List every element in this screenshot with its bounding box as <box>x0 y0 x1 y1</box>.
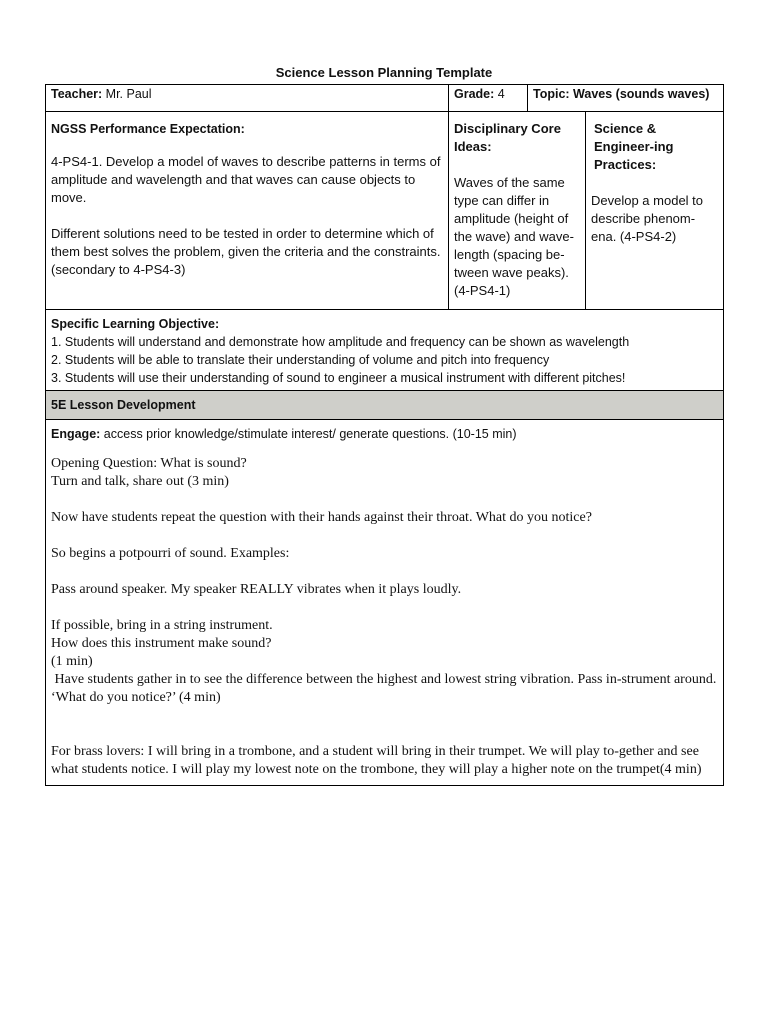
grade-cell <box>449 85 528 112</box>
core-ideas-heading: Disciplinary Core Ideas: <box>454 121 561 154</box>
instrument-question: How does this instrument make sound? <box>51 636 272 651</box>
engage-body <box>51 455 718 779</box>
ngss-cell <box>46 112 449 310</box>
document-title: Science Lesson Planning Template <box>275 65 493 80</box>
ngss-heading: NGSS Performance Expectation: <box>51 122 245 136</box>
turn-and-talk: Turn and talk, share out (3 min) <box>51 474 229 489</box>
potpourri-intro: So begins a potpourri of sound. Examples: <box>51 546 290 561</box>
grade-label: Grade: <box>454 87 495 101</box>
string-instrument-line: If possible, bring in a string instrument. <box>51 618 273 633</box>
objectives-heading: Specific Learning Objective: <box>51 317 220 331</box>
time-note: (1 min) <box>51 654 93 669</box>
throat-question: Now have students repeat the question with their hands against their throat. What do you notice? <box>51 510 592 525</box>
engage-cell <box>46 420 724 786</box>
core-ideas-text: Waves of the same type can differ in amplitude (height of the wave) and wave-length (spacing be-tween wave peaks). (4-PS4-1) <box>454 175 574 298</box>
lesson-dev-row <box>46 391 724 420</box>
lesson-plan-table <box>45 84 724 786</box>
grade-value: 4 <box>497 87 505 101</box>
objective-item: 1. Students will understand and demonstrate how amplitude and frequency can be shown as wavelength <box>51 335 630 349</box>
topic-cell: Topic: Waves (sounds waves) <box>528 85 724 112</box>
engage-label: Engage: <box>51 427 101 441</box>
practices-heading: Science & Engineer-ing Practices: <box>594 121 674 172</box>
core-ideas-cell <box>449 112 586 310</box>
speaker-example: Pass around speaker. My speaker REALLY vibrates when it plays loudly. <box>51 582 462 597</box>
objectives-row <box>46 310 724 391</box>
teacher-cell <box>46 85 449 112</box>
string-vibration-activity: Have students gather in to see the difference between the highest and lowest string vibration. Pass in-strument around. ‘What do you notice?’ (4 min) <box>51 672 720 705</box>
objectives-cell <box>46 310 724 391</box>
practices-cell <box>586 112 724 310</box>
objective-item: 2. Students will be able to translate their understanding of volume and pitch into frequency <box>51 353 550 367</box>
ngss-paragraph-2: Different solutions need to be tested in order to determine which of them best solves the problem, given the criteria and the constraints. (secondary to 4-PS4-3) <box>51 226 441 277</box>
teacher-value: Mr. Paul <box>105 87 152 101</box>
standards-row <box>46 112 724 310</box>
engage-description: access prior knowledge/stimulate interest/ generate questions. (10-15 min) <box>103 427 517 441</box>
lesson-dev-heading: 5E Lesson Development <box>46 391 724 420</box>
opening-question: Opening Question: What is sound? <box>51 456 247 471</box>
teacher-label: Teacher: <box>51 87 103 101</box>
header-row <box>46 85 724 112</box>
ngss-paragraph-1: 4-PS4-1. Develop a model of waves to describe patterns in terms of amplitude and wavelength and that waves can cause objects to move. <box>51 154 441 205</box>
objective-item: 3. Students will use their understanding of sound to engineer a musical instrument with different pitches! <box>51 371 626 385</box>
engage-intro <box>51 425 718 443</box>
engage-row <box>46 420 724 786</box>
practices-text: Develop a model to describe phenom-ena. (4-PS4-2) <box>591 193 704 244</box>
brass-activity: For brass lovers: I will bring in a trombone, and a student will bring in their trumpet. We will play to-gether and see what students notice. I will play my lowest note on the trombone, they will play a higher note on the trumpet(4 min) <box>51 744 702 777</box>
